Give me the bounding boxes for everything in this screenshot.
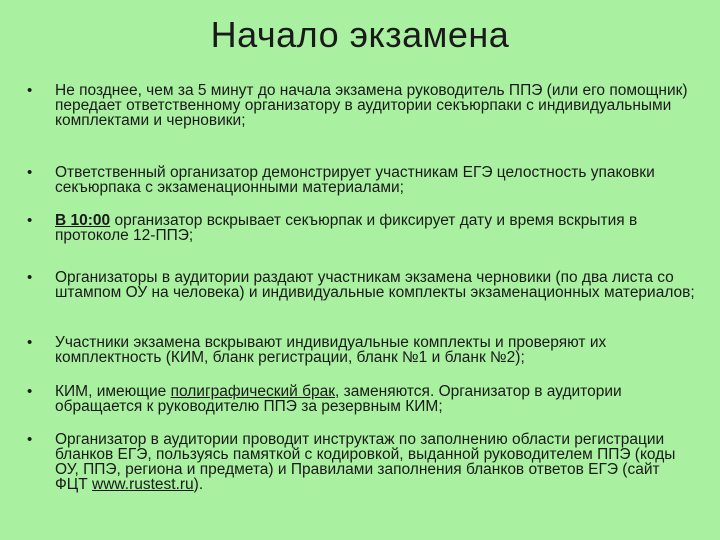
bullet-text [55, 165, 695, 195]
bullet-text-run: , заменяются. Организатор в аудитории обращается к руководителю ППЭ за резервным КИМ; [55, 383, 622, 415]
slide-title: Начало экзамена [210, 14, 510, 55]
emphasis-text: В 10:00 [55, 212, 111, 229]
bullet-text [55, 432, 695, 492]
bullet-dot: • [27, 383, 33, 400]
bullet-text-run: Организатор в аудитории проводит инструктаж по заполнению области регистрации бланков ЕГЭ, пользуясь памяткой с кодировкой, выданной руководителем ППЭ (коды ОУ, ППЭ, региона и предмета) и Правилами заполнения бланков ответов ЕГЭ (сайт ФЦТ [55, 431, 676, 493]
bullet-dot: • [27, 164, 33, 181]
bullet-text-run: Не позднее, чем за 5 минут до начала экзамена руководитель ППЭ (или его помощник) передает ответственному организатору в аудитории секъюрпаки с индивидуальными комплектами и черновики; [55, 82, 688, 129]
bullet-text-run: ). [193, 476, 204, 493]
bullet-text-run: Ответственный организатор демонстрирует участникам ЕГЭ целостность упаковки секъюрпака с экзаменационными материалами; [55, 164, 655, 196]
bullet-text-run: Организаторы в аудитории раздают участникам экзамена черновики (по два листа со штампом ОУ на человека) и индивидуальные комплекты экзаменационных материалов; [55, 269, 695, 301]
bullet-dot: • [27, 334, 33, 351]
bullet-dot: • [27, 269, 33, 286]
rustest-link[interactable]: www.rustest.ru [92, 476, 194, 493]
bullet-text-run: КИМ, имеющие [55, 383, 171, 400]
bullet-text [55, 335, 695, 365]
bullet-text [55, 270, 695, 300]
bullet-dot: • [27, 82, 33, 99]
bullet-text-run: организатор вскрывает секъюрпак и фиксирует дату и время вскрытия в протоколе 12-ППЭ; [55, 212, 638, 244]
bullet-text-run: Участники экзамена вскрывают индивидуальные комплекты и проверяют их комплектность (КИМ, бланк регистрации, бланк №1 и бланк №2); [55, 334, 607, 366]
bullet-text [55, 213, 695, 243]
emphasis-text: полиграфический брак [170, 383, 336, 400]
bullet-text [55, 384, 695, 414]
bullet-dot: • [27, 431, 33, 448]
bullet-dot: • [27, 212, 33, 229]
bullet-text [55, 83, 695, 128]
